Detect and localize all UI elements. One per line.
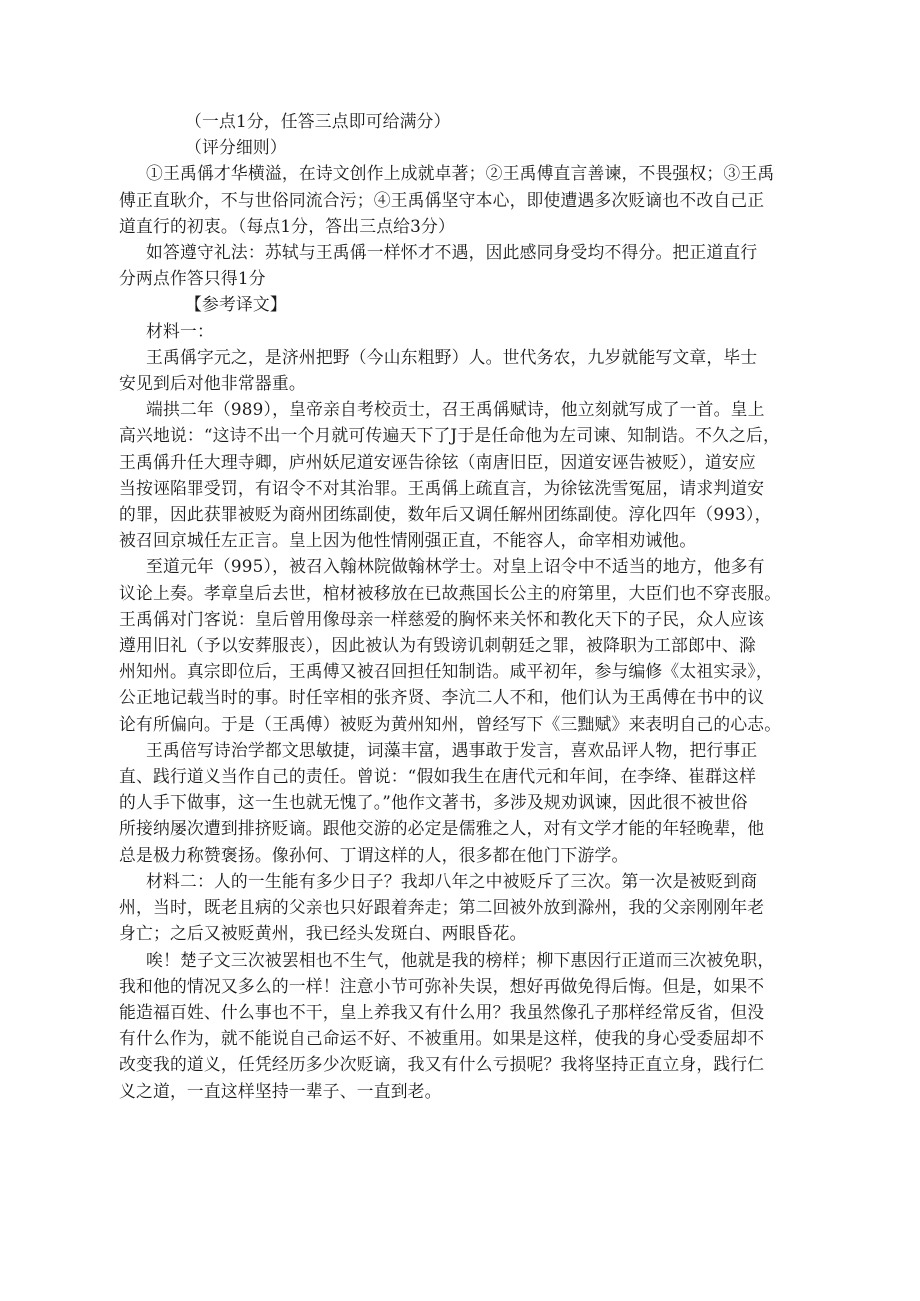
text-line: 分两点作答只得1分 xyxy=(119,268,266,289)
text-line: 至道元年（995），被召入翰林院做翰林学士。对皇上诏令中不适当的地方，他多有 xyxy=(146,556,765,577)
text-line: 安见到后对他非常器重。 xyxy=(119,373,306,394)
text-line: 高兴地说：“这诗不出一个月就可传遍天下了J于是任命他为左司谏、知制诰。不久之后， xyxy=(119,425,780,446)
text-line: 改变我的道义，任凭经历多少次贬谪，我又有什么亏损呢？我将坚持正直立身，践行仁 xyxy=(119,1054,765,1075)
text-line: 身亡；之后又被贬黄州，我已经头发斑白、两眼昏花。 xyxy=(119,923,527,944)
text-line: 王禹偁字元之，是济州把野（今山东粗野）人。世代务农，九岁就能写文章，毕士 xyxy=(146,346,758,367)
text-line: 被召回京城任左正言。皇上因为他性情刚强正直，不能容人，命宰相劝诫他。 xyxy=(119,530,697,551)
text-line: 道直行的初衷。（每点1分，答出三点给3分） xyxy=(119,215,456,236)
text-line: 论有所偏向。于是（王禹傅）被贬为黄州知州，曾经写下《三黜赋》来表明自己的心志。 xyxy=(119,713,782,734)
text-line: 所接纳屡次遭到排挤贬谪。跟他交游的必定是儒雅之人，对有文学才能的年轻晚辈，他 xyxy=(119,818,765,839)
text-line: 有什么作为，就不能说自己命运不好、不被重用。如果是这样，使我的身心受委屈却不 xyxy=(119,1028,765,1049)
text-line: 材料一： xyxy=(146,320,214,341)
text-line: 当按诬陷罪受罚，有诏令不对其治罪。王禹偁上疏直言，为徐铉洗雪冤屈，请求判道安 xyxy=(119,477,765,498)
text-line: 如答遵守礼法：苏轼与王禹偁一样怀才不遇，因此感同身受均不得分。把正道直行 xyxy=(146,242,758,263)
text-line: 的人手下做事，这一生也就无愧了。”他作文著书，多涉及规劝讽谏，因此很不被世俗 xyxy=(119,792,748,813)
text-line: 总是极力称赞褒扬。像孙何、丁谓这样的人，很多都在他门下游学。 xyxy=(119,844,629,865)
text-line: 的罪，因此获罪被贬为商州团练副使，数年后又调任解州团练副使。淳化四年（993）， xyxy=(119,504,772,525)
text-line: 我和他的情况又多么的一样！注意小节可弥补失误，想好再做免得后悔。但是，如果不 xyxy=(119,975,765,996)
text-line: （评分细则） xyxy=(185,137,287,158)
text-line: 傅正直耿介，不与世俗同流合污；④王禹偁坚守本心，即使遭遇多次贬谪也不改自己正 xyxy=(119,189,765,210)
text-line: 能造福百姓、什么事也不干，皇上养我又有什么用？我虽然像孔子那样经常反省，但没 xyxy=(119,1001,765,1022)
text-line: 端拱二年（989），皇帝亲自考校贡士，召王禹偁赋诗，他立刻就写成了一首。皇上 xyxy=(146,399,765,420)
text-line: 遵用旧礼（予以安葬服丧），因此被认为有毁谤讥刺朝廷之罪，被降职为工部郎中、滁 xyxy=(119,635,756,656)
text-line: 州知州。真宗即位后，王禹傅又被召回担任知制诰。咸平初年，参与编修《太祖实录》， xyxy=(119,661,773,682)
text-line: 议论上奏。孝章皇后去世，棺材被移放在已故燕国长公主的府第里，大臣们也不穿丧服。 xyxy=(119,582,782,603)
text-line: ①王禹偁才华横溢，在诗文创作上成就卓著；②王禹傅直言善谏，不畏强权；③王禹 xyxy=(146,163,775,184)
text-line: 唉！楚子文三次被罢相也不生气，他就是我的榜样；柳下惠因行正道而三次被免职， xyxy=(146,949,775,970)
text-line: 【参考译文】 xyxy=(185,294,287,315)
text-line: 王禹倍写诗治学都文思敏捷，词藻丰富，遇事敢于发言，喜欢品评人物，把行事正 xyxy=(146,739,758,760)
text-line: 公正地记载当时的事。时任宰相的张齐贤、李沆二人不和，他们认为王禹傅在书中的议 xyxy=(119,687,765,708)
text-line: 直、践行道义当作自己的责任。曾说：“假如我生在唐代元和年间，在李绛、崔群这样 xyxy=(119,766,757,787)
text-line: 州，当时，既老且病的父亲也只好跟着奔走；第二回被外放到滁州，我的父亲刚刚年老 xyxy=(119,897,765,918)
document-body xyxy=(119,108,789,1104)
text-line: 王禹偁对门客说：皇后曾用像母亲一样慈爱的胸怀来关怀和教化天下的子民，众人应该 xyxy=(119,608,765,629)
text-line: 材料二：人的一生能有多少日子？我却八年之中被贬斥了三次。第一次是被贬到商 xyxy=(146,870,758,891)
text-line: （一点1分，任答三点即可给满分） xyxy=(185,111,451,131)
text-line: 义之道，一直这样坚持一辈子、一直到老。 xyxy=(119,1080,442,1101)
text-line: 王禹偁升任大理寺卿，庐州妖尼道安诬告徐铉（南唐旧臣，因道安诬告被贬），道安应 xyxy=(119,451,756,472)
